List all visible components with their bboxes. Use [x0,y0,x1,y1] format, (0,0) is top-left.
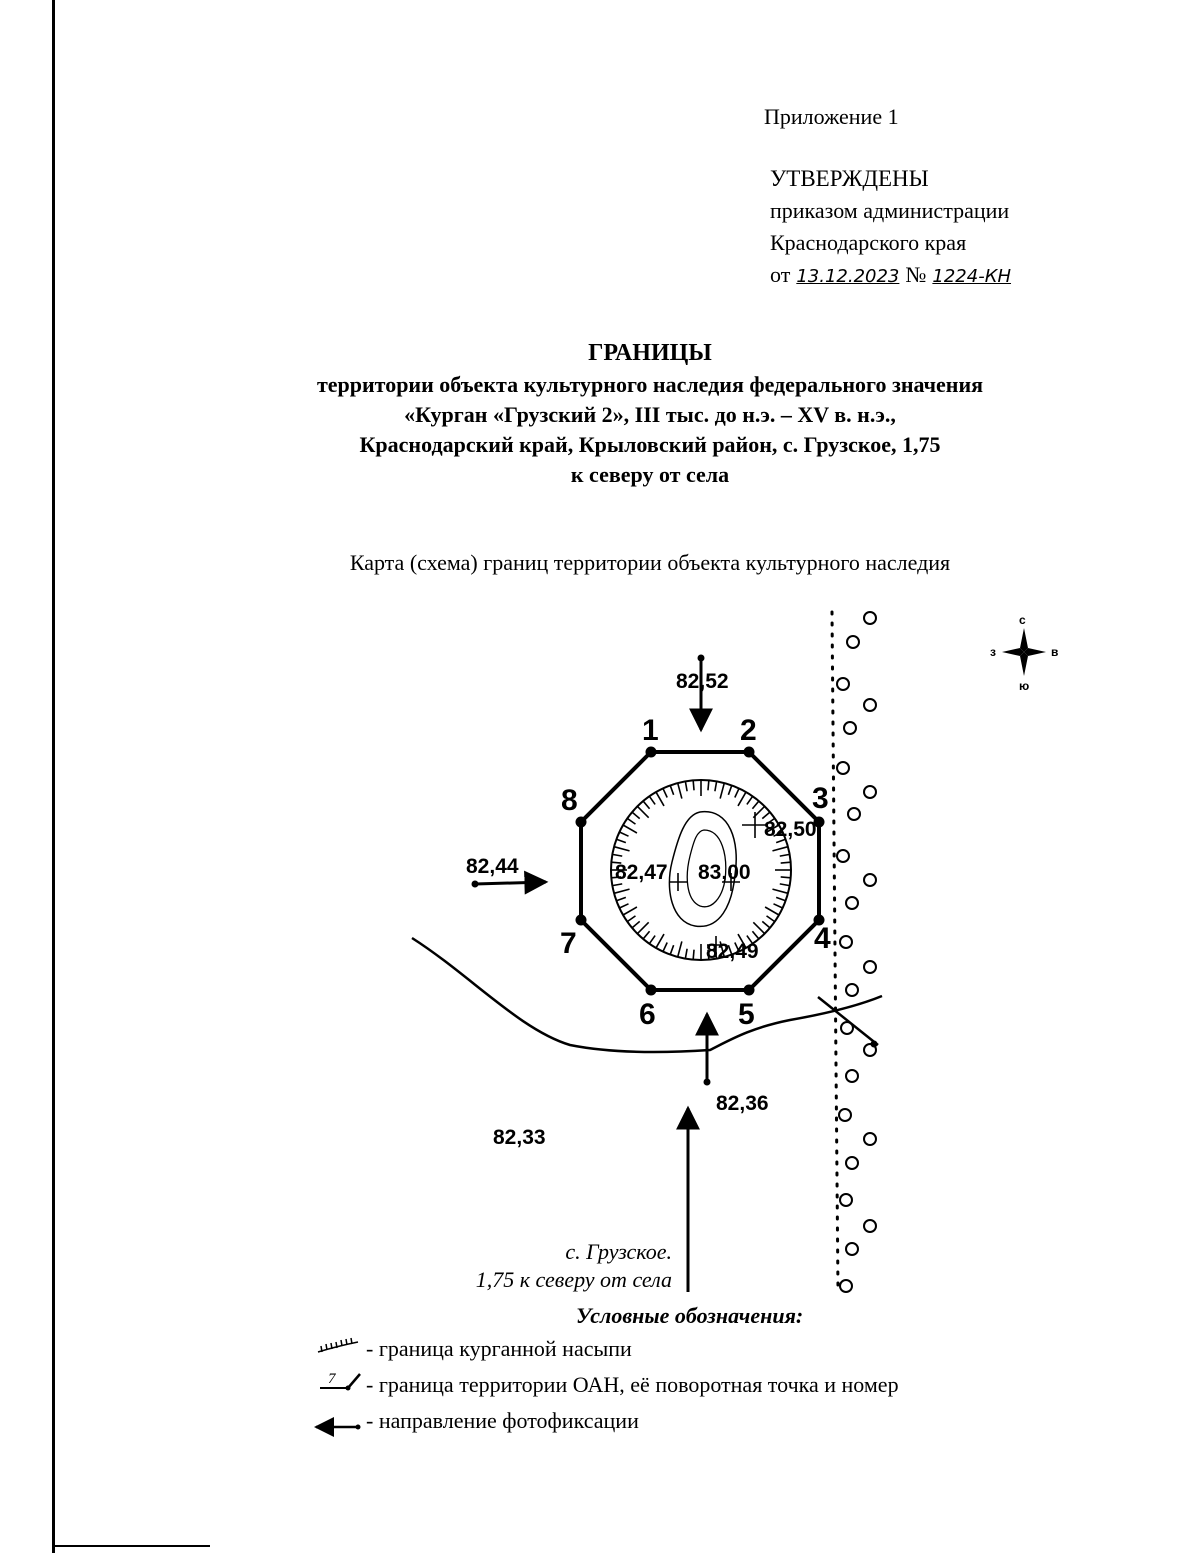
compass-rose [990,613,1058,693]
compass-south: ю [1019,679,1030,693]
date-prefix: от [770,262,791,287]
legend-mound: - граница курганной насыпи [366,1336,632,1361]
elevation-south: 82,36 [716,1092,769,1115]
point-label-3: 3 [812,782,829,815]
title-line-2: «Курган «Грузский 2», III тыс. до н.э. – XV в. н.э., [404,402,896,427]
photo-point-south [704,1079,711,1086]
turning-point-7 [576,915,587,926]
number-prefix: № [905,262,927,287]
photo-point-north [698,655,705,662]
turning-point-8 [576,817,587,828]
turning-point-1 [646,747,657,758]
appendix-label: Приложение 1 [764,104,899,129]
cross-mark-point [871,1041,878,1048]
approved-title: УТВЕРЖДЕНЫ [770,166,929,191]
legend-photo-symbol [316,1425,361,1430]
road-cross-mark [818,997,878,1045]
compass-east: в [1051,645,1059,659]
handwritten-date: 13.12.2023 [796,266,900,287]
turning-point-6 [646,985,657,996]
point-label-1: 1 [642,714,659,747]
title-main: ГРАНИЦЫ [588,340,712,366]
place-line-1: с. Грузское. [565,1239,672,1264]
place-line-2: 1,75 к северу от села [475,1267,672,1292]
terrain-line [412,938,882,1052]
elevation-east: 82,50 [764,818,817,841]
approved-line-1: приказом администрации [770,198,1010,223]
legend-point-number: 7 [328,1371,336,1387]
compass-west: з [990,645,996,659]
point-label-5: 5 [738,998,755,1031]
handwritten-number: 1224-КН [932,266,1012,287]
map-caption: Карта (схема) границ территории объекта культурного наследия [349,550,951,575]
turning-point-5 [744,985,755,996]
elevation-center-left: 82,47 [615,861,668,884]
point-label-8: 8 [561,784,578,817]
title-line-4: к северу от села [570,462,730,487]
legend-title: Условные обозначения: [576,1303,804,1328]
turning-point-2 [744,747,755,758]
title-line-3: Краснодарский край, Крыловский район, с. Грузское, 1,75 [359,432,941,457]
place-label [380,1238,672,1294]
title-line-1: территории объекта культурного наследия федерального значения [316,372,984,397]
elevation-southwest: 82,33 [493,1126,546,1149]
point-label-7: 7 [560,927,577,960]
point-label-2: 2 [740,714,757,747]
point-label-4: 4 [814,922,831,955]
photo-arrow-west [475,882,546,884]
point-label-6: 6 [639,998,656,1031]
elevation-bottom-inner: 82,49 [706,940,759,963]
legend-territory: - граница территории ОАН, её поворотная точка и номер [366,1372,899,1397]
tree-symbols [837,612,876,1292]
compass-north: с [1019,613,1026,627]
legend-photo: - направление фотофиксации [366,1408,639,1433]
legend-mound-symbol [318,1338,358,1352]
photo-point-west [472,881,479,888]
elevation-west: 82,44 [466,855,519,878]
approved-line-2: Краснодарского края [770,230,967,255]
legend-territory-symbol [320,1371,360,1391]
elevation-north: 82,52 [676,670,729,693]
dotted-boundary-line [832,612,838,1290]
elevation-top: 83,00 [698,861,751,884]
